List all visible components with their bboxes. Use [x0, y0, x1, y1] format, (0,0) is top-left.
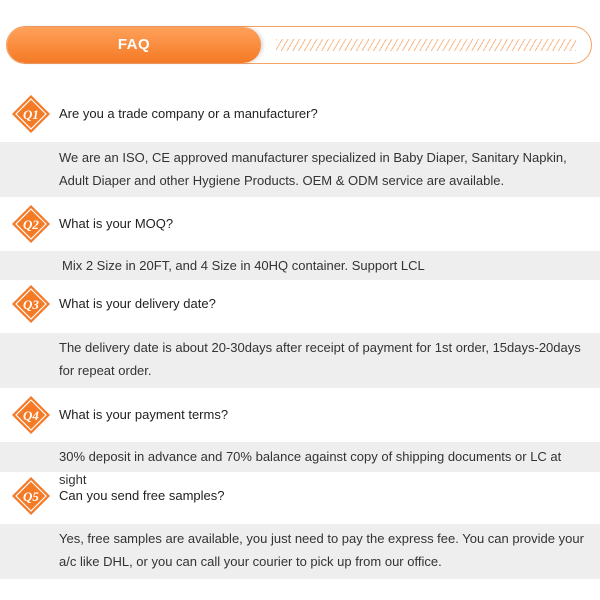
question-badge-icon: [11, 395, 51, 435]
answer-text: Mix 2 Size in 20FT, and 4 Size in 40HQ container. Support LCL: [62, 258, 425, 273]
header-tab: [7, 27, 261, 63]
faq-header: [6, 26, 592, 64]
question-badge-icon: [11, 284, 51, 324]
page-title: FAQ: [117, 36, 151, 53]
svg-text:Q2: Q2: [23, 217, 39, 232]
question-text: Are you a trade company or a manufacturer?: [59, 106, 318, 121]
svg-text:Q4: Q4: [23, 408, 39, 423]
faq-question-row: [0, 284, 600, 330]
svg-text:Q5: Q5: [23, 489, 39, 504]
question-text: Can you send free samples?: [59, 488, 225, 503]
svg-text:Q1: Q1: [23, 107, 39, 122]
question-badge-icon: [11, 94, 51, 134]
answer-band: [0, 333, 600, 388]
faq-question-row: [0, 395, 600, 441]
faq-question-row: [0, 204, 600, 250]
answer-text: Yes, free samples are available, you just need to pay the express fee. You can provide your a/c like DHL, or you can call your courier to pick up from our office.: [59, 531, 584, 569]
answer-band: [0, 142, 600, 197]
question-badge-icon: [11, 476, 51, 516]
question-text: What is your payment terms?: [59, 407, 229, 422]
question-badge-icon: [11, 204, 51, 244]
answer-band: [0, 524, 600, 579]
answer-band: [0, 251, 600, 280]
svg-text:Q3: Q3: [23, 297, 39, 312]
question-text: What is your delivery date?: [59, 296, 216, 311]
faq-question-row: [0, 476, 600, 522]
faq-question-row: [0, 94, 600, 140]
answer-text: 30% deposit in advance and 70% balance against copy of shipping documents or LC at sight: [59, 449, 562, 487]
header-hatch-decoration: [276, 39, 576, 51]
answer-band: [0, 442, 600, 487]
answer-text: The delivery date is about 20-30days after receipt of payment for 1st order, 15days-20days for repeat order.: [59, 340, 581, 378]
answer-text: We are an ISO, CE approved manufacturer specialized in Baby Diaper, Sanitary Napkin, Adult Diaper and other Hygiene Products. OEM & ODM service are available.: [59, 150, 567, 188]
question-text: What is your MOQ?: [59, 216, 174, 231]
